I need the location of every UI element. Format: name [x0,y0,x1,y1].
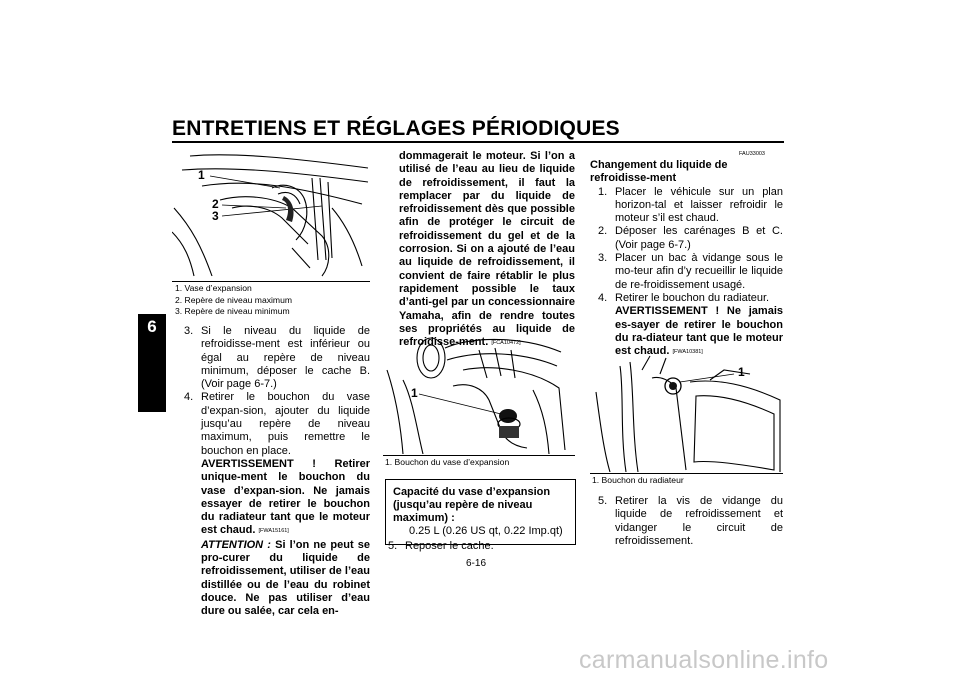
step-5-col3 [598,495,783,548]
step-text: Retirer le bouchon du radiateur. [615,291,770,304]
figure-radiator-cap [590,352,783,472]
step-text: Placer un bac à vidange sous le mo-teur afin d’y recueillir le liquide de re-froidissement usagé. [615,252,783,291]
section-ref-code: FAU33003 [739,151,765,157]
footer-watermark: carmanualsonline.info [579,646,829,674]
step-5-col2 [388,540,574,553]
capacity-value: 0.25 L (0.26 US qt, 0.22 Imp.qt) [409,525,563,537]
column-1-text [184,325,370,619]
fig1-callout-1: 1 [198,168,205,182]
step-text: Reposer le cache. [405,540,494,552]
step-number: 2. [598,225,608,238]
step-text: Si le niveau du liquide de refroidisse-ment est inférieur ou égal au repère de niveau minimum, déposer le cache B. (Voir page 6-7.) [201,325,370,391]
step-3 [598,252,783,292]
attention-label: ATTENTION : [201,538,271,551]
fig3-caption-rule [590,473,783,474]
step-number: 5. [388,540,398,552]
chapter-number: 6 [147,317,157,336]
step-number: 3. [184,325,194,337]
warning-text: AVERTISSEMENT ! Retirer unique-ment le bouchon du vase d’expan-sion. Ne jamais essayer de retirer le bouchon du radiateur tant que le moteur est chaud. [201,457,370,537]
fig2-caption: 1. Bouchon du vase d’expansion [385,457,510,467]
fig3-callout-1: 1 [738,365,745,379]
caption-item: 2. Repère de niveau maximum [175,294,293,305]
steps-list [590,186,783,360]
warning-text: AVERTISSEMENT ! Ne jamais es-sayer de retirer le bouchon du ra-diateur tant que le moteur est chaud. [615,305,783,358]
fig1-callout-3: 3 [212,209,219,223]
step-number: 3. [598,252,608,265]
fig1-callout-2: 2 [212,197,219,211]
step-text: Déposer les carénages B et C. (Voir page 6-7.) [615,225,783,251]
figure-expansion-cap [383,330,575,454]
fig3-caption: 1. Bouchon du radiateur [592,475,684,485]
caption-item: 1. Vase d’expansion [175,283,252,293]
step-text: Retirer la vis de vidange du liquide de refroidissement et vidanger le circuit de refroidissement. [615,495,783,547]
step-text: Retirer le bouchon du vase d’expan-sion, ajouter du liquide jusqu’au repère de niveau maximum, puis remettre le bouchon en place. [201,391,370,457]
step-number: 4. [598,291,608,304]
step-number: 5. [598,495,608,507]
step-text: Placer le véhicule sur un plan horizon-tal et laisser refroidir le moteur s’il est chaud. [615,185,783,225]
caption-item: 3. Repère de niveau minimum [175,306,290,316]
radiator-cap-illustration [590,352,783,472]
step-1 [598,186,783,226]
step-2 [598,225,783,252]
step-4 [598,292,783,359]
capacity-title: Capacité du vase d’expansion (jusqu’au repère de niveau maximum) : [393,486,551,524]
capacity-box [385,479,576,545]
attention-code: [FCA10472] [491,340,521,347]
column-3-text [590,159,783,359]
column-2-text [399,150,575,350]
step-3 [184,325,370,391]
figure-expansion-tank [172,148,370,278]
attention-text: Si l’on ne peut se pro-curer du liquide de refroidissement, utiliser de l’eau distillée ou de l’eau du robinet douce. Ne pas utiliser d’eau dure ou salée, car cela en- [201,538,371,618]
page-title: ENTRETIENS ET RÉGLAGES PÉRIODIQUES [172,117,620,140]
step-4 [184,391,370,618]
fig1-caption-rule [172,281,370,282]
page-number: 6-16 [466,558,487,569]
title-rule [172,141,784,143]
warning-code: [FWA10381] [672,349,703,356]
fig2-callout-1: 1 [411,386,418,400]
fig1-captions [175,283,375,318]
fig2-caption-rule [383,455,575,456]
step-number: 1. [598,185,608,198]
attention-continuation: dommagerait le moteur. Si l’on a utilisé de l’eau au lieu de liquide de refroidissement, il faut la remplacer par du liquide de refroidissement dès que possible afin de protéger le circuit de refroidissement du gel et de la corrosion. Si on a ajouté de l’eau au liquide de refroidissement, il convient de faire rétablir le plus rapidement possible le taux d’anti-gel par un concessionnaire Yamaha, afin de rendre toutes ses propriétés au liquide de refroidisse-ment. [FCA10472] [399,150,575,349]
warning-code: [FWA15161] [258,528,289,535]
section-heading: Changement du liquide de refroidisse-ment [590,159,728,185]
step-number: 4. [184,391,194,404]
chapter-tab [138,314,166,412]
